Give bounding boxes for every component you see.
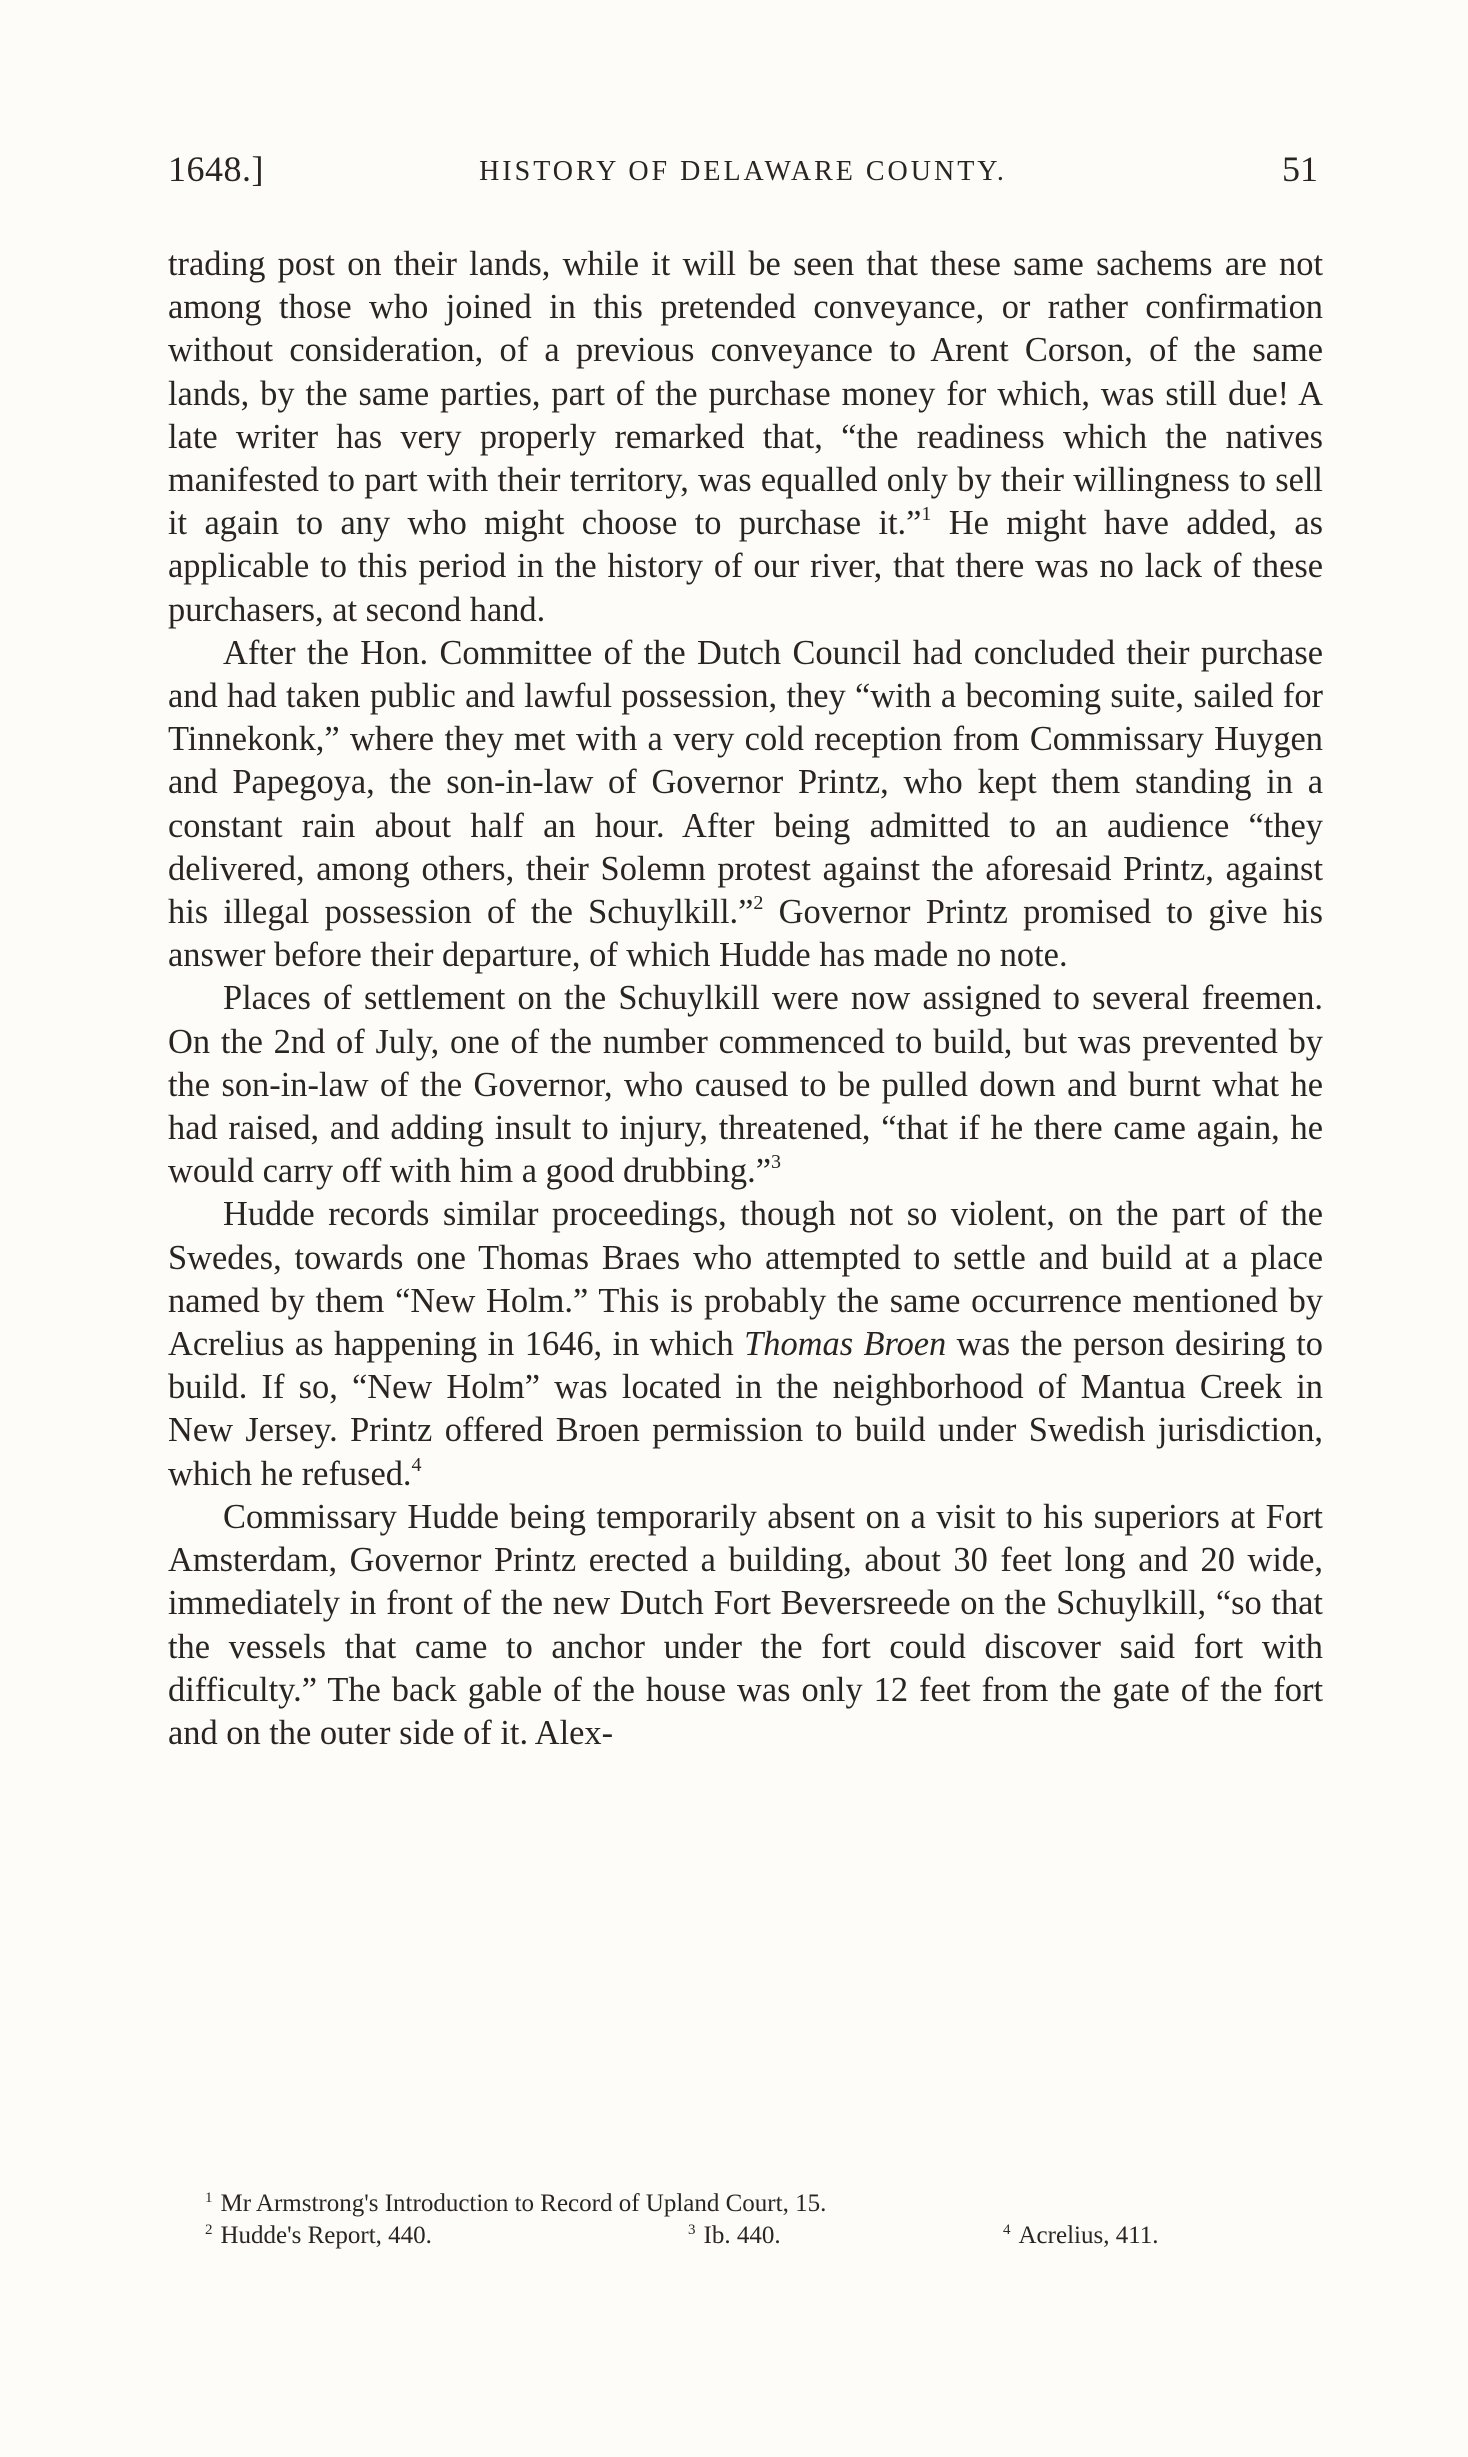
paragraph	[168, 632, 1323, 978]
footnote-reference: 4	[411, 1453, 422, 1476]
paragraph	[168, 1496, 1323, 1755]
header-title: HISTORY OF DELAWARE COUNTY.	[479, 156, 1007, 187]
footnote-text: Acrelius, 411.	[1018, 2222, 1159, 2249]
footnote-text: Mr Armstrong's Introduction to Record of Upland Court, 15.	[220, 2190, 827, 2217]
paragraph-text: After the Hon. Committee of the Dutch Council had concluded their purchase and had taken public and lawful possession, they “with a becoming suite, sailed for Tinnekonk,” where they met with a very cold reception from Commissary Huygen and Papegoya, the son-in-law of Governor Printz, who kept them standing in a constant rain about half an hour. After being admitted to an audience “they delivered, among others, their Solemn protest against the aforesaid Printz, against his illegal possession of the Schuylkill.”	[168, 633, 1323, 932]
footnote-mark: 1	[205, 2190, 213, 2206]
paragraph-text: Governor Printz promised to give his answer before their departure, of which Hudde has made no note.	[168, 893, 1323, 975]
body-text	[168, 243, 1323, 1755]
paragraph	[168, 1193, 1323, 1495]
footnote-text: Hudde's Report, 440.	[220, 2222, 432, 2249]
footnote-1	[205, 2188, 1305, 2220]
paragraph-text: Commissary Hudde being temporarily absent on a visit to his superiors at Fort Amsterdam, Governor Printz erected a building, about 30 feet long and 20 wide, immediately in front of the new Dutch Fort Beversreede on the Schuylkill, “so that the vessels that came to anchor under the fort could discover said fort with difficulty.” The back gable of the house was only 12 feet from the gate of the fort and on the outer side of it. Alex-	[168, 1497, 1323, 1752]
footnotes	[205, 2188, 1305, 2252]
footnote-2-3-4	[205, 2220, 1305, 2252]
paragraph	[168, 243, 1323, 632]
paragraph-text: Hudde records similar proceedings, though not so violent, on the part of the Swedes, towards one Thomas Braes who attempted to settle and build at a place named by them “New Holm.” This is probably the same occurrence mentioned by Acrelius as happening in 1646, in which	[168, 1195, 1323, 1364]
italic-name: Thomas Broen	[744, 1325, 947, 1364]
footnote-reference: 2	[753, 892, 764, 915]
footnote-text: Ib. 440.	[703, 2222, 781, 2249]
paragraph-text: He might have added, as applicable to this period in the history of our river, that there was no lack of these purchasers, at second hand.	[168, 504, 1324, 629]
paragraph-text: trading post on their lands, while it will be seen that these same sachems are not among those who joined in this pretended conveyance, or rather confirmation without consideration, of a previous conveyance to Arent Corson, of the same lands, by the same parties, part of the purchase money for which, was still due! A late writer has very properly remarked that, “the readiness which the natives manifested to part with their territory, was equalled only by their willingness to sell it again to any who might choose to purchase it.”	[168, 245, 1323, 543]
running-header	[168, 148, 1318, 198]
footnote-mark: 4	[1003, 2222, 1011, 2238]
paragraph	[168, 977, 1323, 1193]
footnote-mark: 2	[205, 2222, 213, 2238]
paragraph-text: Places of settlement on the Schuylkill were now assigned to several freemen. On the 2nd of July, one of the number commenced to build, but was prevented by the son-in-law of the Governor, who caused to be pulled down and burnt what he had raised, and adding insult to injury, threatened, “that if he there came again, he would carry off with him a good drubbing.”	[168, 979, 1323, 1191]
page-number: 51	[1282, 149, 1318, 189]
footnote-reference: 1	[921, 503, 932, 526]
header-year: 1648.]	[168, 149, 264, 189]
footnote-mark: 3	[688, 2222, 696, 2238]
paragraph-text: was the person desiring to build. If so, “New Holm” was located in the neighborhood of Mantua Creek in New Jersey. Printz offered Broen permission to build under Swedish jurisdiction, which he refused.	[168, 1325, 1323, 1493]
footnote-reference: 3	[771, 1151, 781, 1174]
